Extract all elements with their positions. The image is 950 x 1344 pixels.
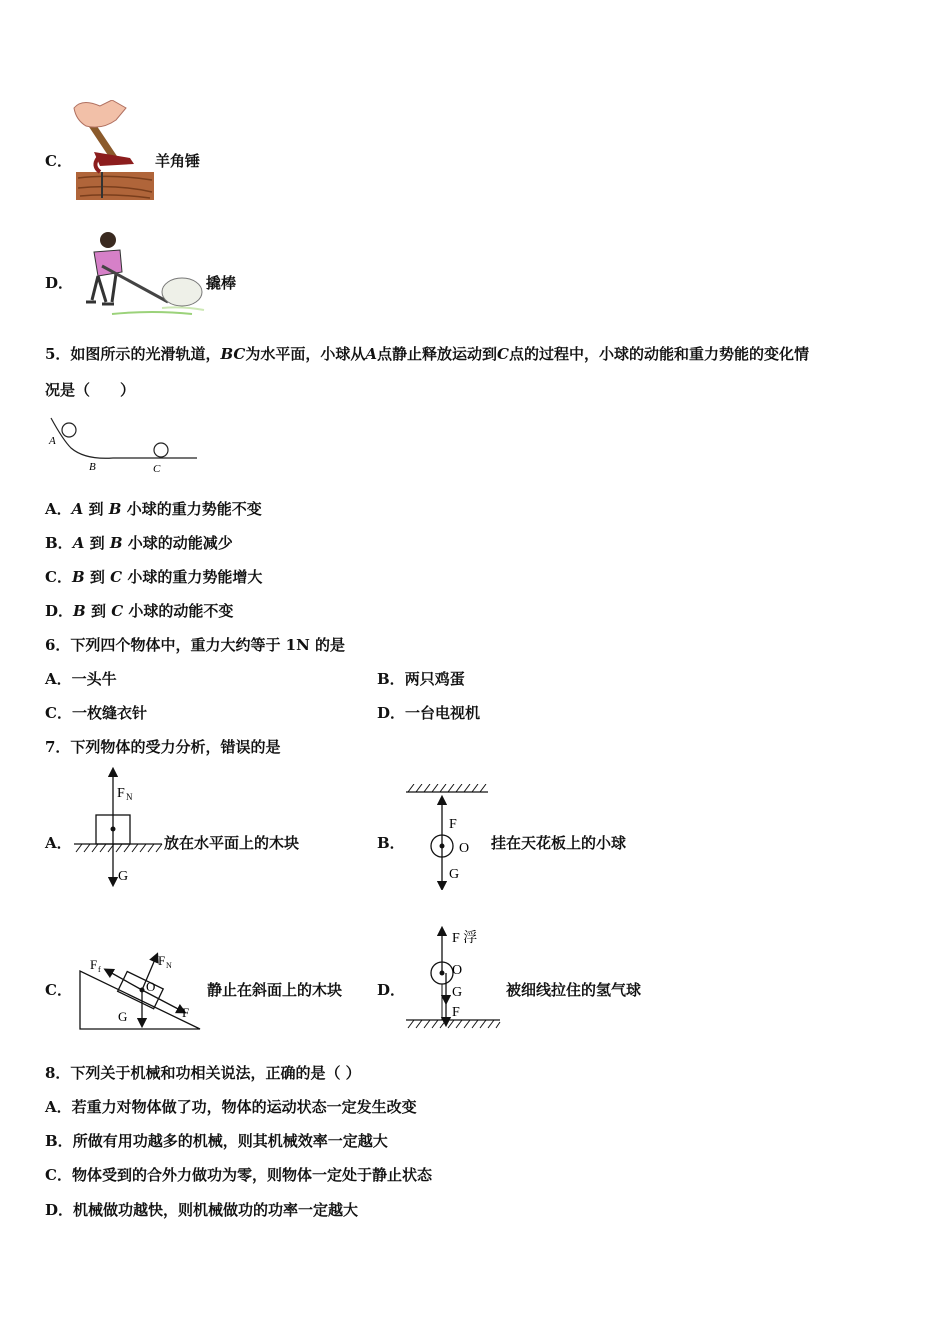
- point-b-label: B: [89, 461, 96, 473]
- q6-option-a: A．一头牛: [45, 670, 117, 688]
- tension-label: F: [449, 817, 457, 832]
- claw-hammer-caption: 羊角锤: [155, 152, 201, 170]
- q8-option-c: C．物体受到的合外力做功为零，则物体一定处于静止状态: [45, 1166, 432, 1184]
- q8-option-a: A．若重力对物体做了功，物体的运动状态一定发生改变: [45, 1098, 417, 1116]
- block-on-floor-diagram: [70, 762, 166, 890]
- gravity-label: G: [452, 985, 463, 1000]
- q5-option-c: C．B 到 C 小球的重力势能增大: [45, 568, 263, 586]
- normal-force-label: F: [158, 953, 166, 968]
- center-label: O: [146, 979, 156, 994]
- gravity-label: G: [118, 1009, 128, 1024]
- q4-option-c: [45, 151, 72, 171]
- q8-option-d: D．机械做功越快，则机械做功的功率一定越大: [45, 1201, 359, 1219]
- q8-stem: 8．下列关于机械和功相关说法，正确的是（ ）: [45, 1064, 361, 1082]
- q6-option-c: C．一枚缝衣针: [45, 704, 147, 722]
- q5-stem-line1: 5．如图所示的光滑轨道，BC为水平面，小球从A点静止释放运动到C点的过程中，小球的动能和重力势能的变化情: [45, 345, 809, 363]
- option-label: D．: [45, 274, 74, 292]
- friction-subscript: f: [98, 965, 101, 974]
- hanging-ball-diagram: [402, 784, 492, 890]
- q7-option-a-label: A．: [45, 834, 72, 852]
- claw-hammer-image: [72, 100, 158, 202]
- q7-option-b-label: B．: [377, 834, 405, 852]
- block-on-incline-diagram: [76, 945, 206, 1035]
- normal-force-subscript: N: [166, 961, 172, 970]
- center-label: O: [452, 963, 463, 978]
- q7-option-b-caption: 挂在天花板上的小球: [491, 834, 627, 852]
- q5-option-a: A．A 到 B 小球的重力势能不变: [45, 500, 262, 518]
- crowbar-caption: 撬棒: [206, 274, 237, 292]
- q6-option-d: D．一台电视机: [377, 704, 481, 722]
- q7-option-c-label: C．: [45, 981, 72, 999]
- center-label: O: [459, 841, 470, 856]
- q5-option-b: B．A 到 B 小球的动能减少: [45, 534, 233, 552]
- track-diagram: [45, 412, 205, 480]
- q6-option-b: B．两只鸡蛋: [377, 670, 465, 688]
- force-label: F: [182, 1005, 190, 1020]
- tension-label: F: [452, 1005, 460, 1020]
- gravity-label: G: [449, 867, 460, 882]
- point-a-label: A: [49, 435, 56, 447]
- gravity-label: G: [118, 869, 129, 884]
- q7-option-d-caption: 被细线拉住的氢气球: [506, 981, 642, 999]
- q5-stem-line2: 况是（ ）: [45, 381, 136, 399]
- q8-option-b: B．所做有用功越多的机械，则其机械效率一定越大: [45, 1132, 388, 1150]
- point-c-label: C: [153, 463, 161, 475]
- q7-option-a-caption: 放在水平面上的木块: [164, 834, 300, 852]
- normal-force-label: F: [117, 786, 125, 801]
- friction-label: F: [90, 957, 98, 972]
- q6-stem: 6．下列四个物体中，重力大约等于 1N 的是: [45, 636, 346, 654]
- crowbar-image: [72, 230, 212, 325]
- q5-option-d: D．B 到 C 小球的动能不变: [45, 602, 234, 620]
- q7-option-d-label: D．: [377, 981, 406, 999]
- q7-option-c-caption: 静止在斜面上的木块: [207, 981, 343, 999]
- buoyancy-label: F 浮: [452, 931, 478, 946]
- q4-option-d: [45, 273, 73, 293]
- q7-stem: 7．下列物体的受力分析，错误的是: [45, 738, 281, 756]
- option-label: C．: [45, 152, 72, 170]
- normal-force-subscript: N: [126, 792, 133, 802]
- balloon-diagram: [402, 926, 506, 1034]
